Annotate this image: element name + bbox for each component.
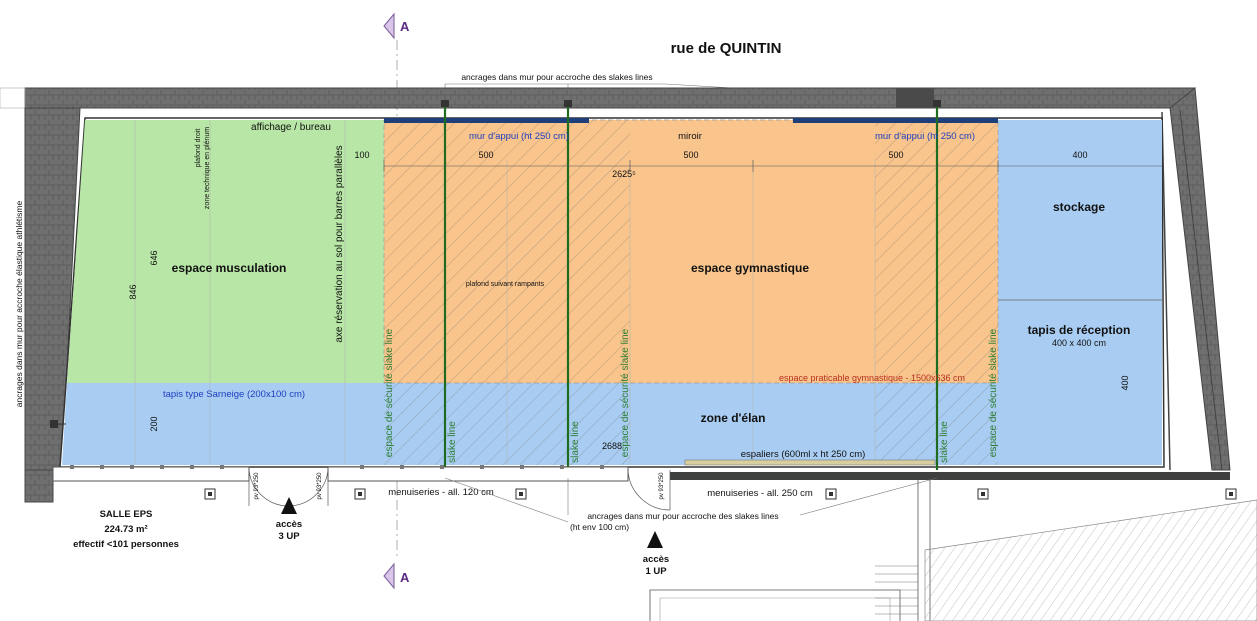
menuiseries-250-label: menuiseries - all. 250 cm [707, 488, 813, 499]
ceiling-plenum-label: zone technique en plénum [204, 126, 211, 210]
musculation-label: espace musculation [171, 261, 287, 275]
display-label: affichage / bureau [251, 122, 331, 133]
gymnastique-label: espace gymnastique [690, 261, 810, 275]
zone-stockage [998, 120, 1162, 465]
room-name: SALLE EPS [99, 509, 153, 520]
sarneige-label: tapis type Sarneige (200x100 cm) [162, 389, 306, 400]
espaliers [685, 460, 935, 465]
parallel-bars-label: axe réservation au sol pour barres parallèles [334, 145, 345, 343]
access-right-count: 1 UP [645, 566, 667, 577]
door-tag: pv 93*250 [254, 472, 260, 500]
ceiling-slope-label: plafond suivant rampants [465, 281, 545, 288]
dim-400: 400 [1072, 150, 1088, 160]
menuiseries-120-label: menuiseries - all. 120 cm [388, 487, 494, 498]
access-right-label: accès [642, 554, 670, 565]
slake-safety-label: espace de sécurité slake line [384, 328, 395, 458]
dim-500: 500 [478, 150, 494, 160]
elan-label: zone d'élan [700, 411, 766, 425]
anchor-point [50, 420, 58, 428]
slake-line-label: slake line [939, 421, 950, 463]
support-wall-label-right: mur d'appui (ht 250 cm) [874, 131, 976, 142]
support-wall-right [793, 118, 998, 123]
dim-200: 200 [149, 416, 159, 432]
slake-safety-label: espace de sécurité slake line [988, 328, 999, 458]
door-tag: pv 93*250 [659, 472, 665, 500]
leader-line [800, 478, 937, 515]
chimney [896, 88, 934, 108]
room-area: 224.73 m² [104, 524, 148, 535]
dim-400-vertical: 400 [1120, 375, 1130, 391]
access-left-count: 3 UP [278, 531, 300, 542]
tapis-label: tapis de réception [1027, 323, 1131, 337]
bottom-anchor-note-height: (ht env 100 cm) [570, 522, 630, 532]
top-anchor-note: ancrages dans mur pour accroche des slakes lines [461, 72, 653, 82]
espaliers-label: espaliers (600ml x ht 250 cm) [740, 449, 866, 460]
dim-total-top: 2625⁵ [612, 169, 636, 179]
wall-stub [0, 88, 25, 108]
bottom-anchor-note: ancrages dans mur pour accroche des slakes lines [587, 511, 779, 521]
door-tag: pv 93*250 [317, 472, 323, 500]
section-letter: A [400, 570, 410, 585]
room-capacity: effectif <101 personnes [73, 539, 179, 550]
dim-846: 846 [128, 284, 138, 300]
ceiling-flat-label: plafond droit [195, 128, 202, 168]
section-letter: A [400, 19, 410, 34]
left-wall-corner [25, 470, 53, 502]
bottom-wall-middle [328, 467, 628, 481]
dim-646: 646 [149, 250, 159, 266]
slake-line-label: slake line [570, 421, 581, 463]
access-arrow-right [647, 531, 663, 548]
street-label: rue de QUINTIN [670, 40, 782, 57]
mirror-label: miroir [678, 131, 702, 142]
dim-100: 100 [354, 150, 370, 160]
leader-line [445, 478, 568, 522]
section-marker-bottom [384, 564, 410, 588]
exterior-site [650, 480, 1257, 621]
section-marker-top [384, 14, 410, 38]
dim-500: 500 [888, 150, 904, 160]
slake-line-label: slake line [447, 421, 458, 463]
bottom-wall-left [53, 467, 249, 481]
tapis-size: 400 x 400 cm [1051, 338, 1107, 348]
access-left-label: accès [275, 519, 303, 530]
bottom-wall-right [670, 472, 1230, 480]
dim-500: 500 [683, 150, 699, 160]
stockage-label: stockage [1052, 200, 1106, 214]
dim-total-bottom: 2688 [601, 441, 623, 451]
praticable-label: espace praticable gymnastique - 1500x636 cm [778, 373, 966, 383]
slake-safety-label: espace de sécurité slake line [620, 328, 631, 458]
top-wall [25, 88, 1195, 108]
support-wall-left [384, 118, 589, 123]
left-anchor-note: ancrages dans mur pour accroche élastique athlétisme [14, 200, 24, 408]
support-wall-label-left: mur d'appui (ht 250 cm) [468, 131, 570, 142]
